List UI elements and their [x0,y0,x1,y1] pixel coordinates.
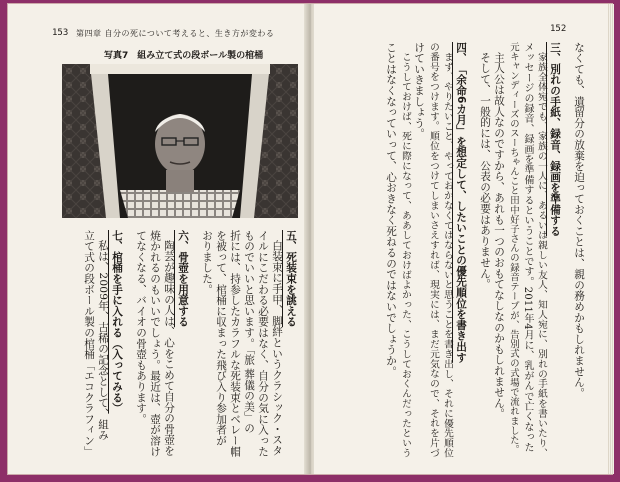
section-6-line: 陶芸が趣味の人は、心をこめて自分の骨壺を [163,240,175,456]
section-heading-4: 四、「余命6カ月」を想定して、したいことの優先順位を書き出す [455,42,467,363]
section-4-line: こうしておけば、死に際になって、ああしておけばよかった、こうしておくんだったという [400,52,411,458]
book-spread [8,4,612,474]
page-number-left: 153 [52,28,69,38]
photo-caption: 写真7 組み立て式の段ボール製の棺桶 [104,51,264,61]
section-5-line: 折には、持参したカラフルな死装束とベレー帽 [229,230,241,457]
section-7-line: 私は、2009年、古稀の記念として、組み [97,240,109,441]
section-4-line: の番号をつけます。順位をつけてしまいさえすれば、現実には、まだ元気なので、それを片づ [428,42,439,458]
section-4-line: まず、やりたいこと、やっておかなくてはならないと思うことを書き出し、それに優先順位 [442,52,453,458]
section-heading-7: 七、棺桶を手に入れる（入ってみる） [111,230,123,414]
coffin-photo-image [62,64,298,218]
section-5-line: ものでいいと思います。「旅 葬儀の美」の [243,230,255,434]
intro-line: なくても、遺留分の放棄を迫っておくことは、親の務めかもしれません。 [573,42,585,399]
section-6-line: てなくなる、バイオの骨壺もあります。 [135,230,147,425]
page-edge [608,4,614,474]
section-4-line: けていきましょう。 [413,42,425,140]
section-3-line: 主人公は故人なのですから、あれも一つのおもてなしなのかもしれません。 [493,52,505,420]
section-heading-6: 六、骨壺を用意する [177,230,189,328]
section-heading-5: 五、死装束を誂える [285,230,297,328]
section-6-line: 焼かれるのもいいでしょう。最近は、壺が溶け [149,230,161,457]
section-3-line: そして、一般的には、公表の必要はありません。 [479,52,491,290]
section-3-line: 家族全体宛でも、家族の一人に、あるいは親しい友人、知人宛に、別れの手紙を書いたり、 [536,52,547,458]
section-5-line: おりました。 [201,230,213,295]
running-head: 第四章 自分の死について考えると、生き方が変わる [76,29,275,38]
left-page [8,4,308,474]
section-3-line: 元キャンディーズのスーちゃんこと田中好子さんの録音テープが、告別式の式場で流れました。 [508,42,519,455]
right-page [314,4,612,474]
section-4-line: ことはなくなっていって、心おきなく死ねるのではないでしょうか。 [385,42,397,377]
coffin-photo [62,64,298,218]
section-7-line: 立て式の段ボール製の棺桶「エコクラフィン」 [83,230,95,457]
section-5-line: を被って、棺桶に収まった飛び入り参加者が [215,230,227,446]
section-heading-3: 三、別れの手紙、録音、録画を準備する [549,42,561,237]
section-3-line: メッセージの録音、録画を準備するということです。2011年4月に、乳がんで亡くなった [522,42,533,453]
section-5-line: イルにこだわる必要はなく、自分の気に入った [257,230,269,457]
page-number-right: 152 [550,24,567,34]
section-5-line: 白装束に手甲、脚絆というクラシック・スタ [271,240,283,456]
